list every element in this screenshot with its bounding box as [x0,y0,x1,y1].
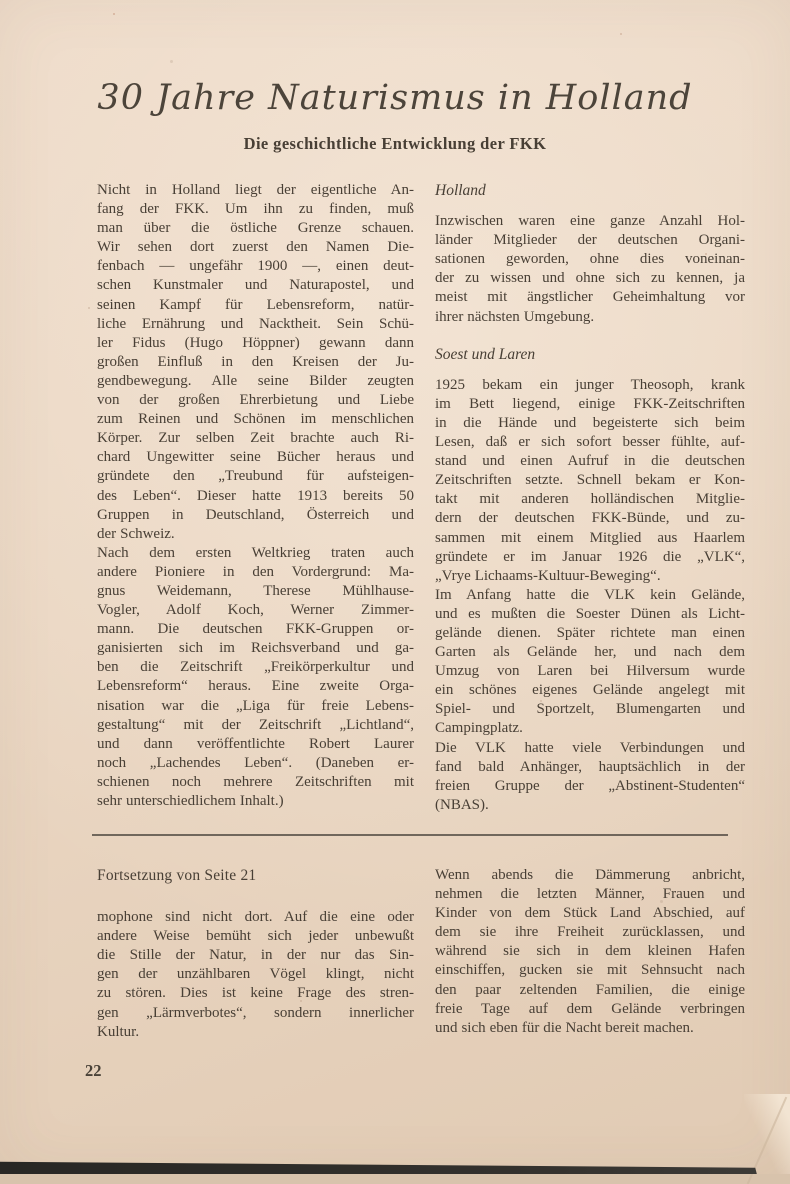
text-line: im Bett liegend, einige FKK-Zeitschriften [435,395,745,412]
text-line: 1925 bekam ein junger Theosoph, krank [435,376,745,393]
text-line: Nicht in Holland liegt der eigentliche An- [97,182,414,198]
text-line: Kultur. [97,1023,140,1040]
paper-speck [620,33,622,35]
paper-speck [170,60,173,63]
text-line: von der großen Ehrerbietung und Liebe [97,392,414,409]
text-line: zu stören. Dies ist keine Frage des stren- [97,985,414,1002]
text-line: Die VLK hatte viele Verbindungen und [435,739,745,756]
text-line: ben die Zeitschrift „Freikörperkultur und [97,659,414,676]
text-line: noch „Lachendes Leben“. (Daneben er- [97,754,414,771]
text-line: Im Anfang hatte die VLK kein Gelände, [435,586,745,603]
text-line: freie Tage auf dem Gelände verbringen [435,1000,745,1017]
text-line: gelände dienen. Später richtete man einen [435,624,745,641]
text-line: ganisierten sich im Reichsverband und ga- [97,640,414,657]
continuation-left-text [97,908,414,1042]
text-line: ihrer nächsten Umgebung. [435,308,595,325]
text-line: andere Pioniere in den Vordergrund: Ma- [97,563,414,580]
text-line: mann. Die deutschen FKK-Gruppen or- [97,621,414,638]
article-subtitle: Die geschichtliche Entwicklung der FKK [243,134,547,153]
text-line: zum Reinen und Schönen im menschlichen [97,411,414,428]
text-line: die Stille der Natur, in der nur das Sin- [97,947,414,964]
text-line: der zu wissen und ohne sich zu kennen, ja [435,270,745,287]
page-number: 22 [85,1061,102,1080]
text-line: ein schönes eigenes Gelände angelegt mit [435,682,745,699]
text-line: in die Hände und begeisterte sich beim [435,414,745,431]
text-line: gendbewegung. Alle seine Bilder zeugten [97,372,414,389]
text-line: Körper. Zur selben Zeit brachte auch Ri- [97,430,414,447]
paper-speck [113,13,115,15]
text-line: des Leben“. Dieser hatte 1913 bereits 50 [97,487,414,504]
text-line: meist mit ängstlicher Geheimhaltung vor [435,289,745,306]
text-line: gnus Weidemann, Therese Mühlhause- [97,582,414,599]
text-line: Zeitschriften setzte. Schnell bekam er Kon- [435,472,745,489]
text-line: Lesen, daß er sich sofort besser fühlte, auf- [435,434,745,451]
text-line: einschiffen, gucken sie mit Sehnsucht nach [435,962,745,979]
text-line: und es mußten die Soester Dünen als Licht- [435,605,745,622]
text-line: länder Mitglieder der deutschen Organi- [435,232,745,249]
continuation-section [97,866,745,1042]
text-line: der Schweiz. [97,525,175,542]
continuation-left-column [97,866,414,1042]
text-line: Spiel- und Sportzelt, Blumengarten und [435,701,745,718]
text-line: liche Ernährung und Nacktheit. Sein Schü- [97,315,414,332]
text-line: gen der unzählbaren Vögel klingt, nicht [97,966,414,983]
text-line: Umzug von Laren bei Hilversum wurde [435,663,745,680]
text-line: Garten als Gelände her, und nach dem [435,644,745,661]
text-line: gründete er im Januar 1926 die „VLK“, [435,548,745,565]
text-line: schienen noch mehrere Zeitschriften mit [97,773,414,790]
text-line: ler Fidus (Hugo Höppner) gewann dann [97,334,414,351]
text-line: fand bald Anhänger, hauptsächlich in der [435,758,745,775]
continuation-label: Fortsetzung von Seite 21 [97,867,257,884]
text-line: andere Weise bemüht sich jeder unbewußt [97,928,414,945]
text-line: sehr unterschiedlichem Inhalt.) [97,793,284,809]
scan-background-bar [0,1159,790,1174]
text-line: schen Kunstmaler und Naturapostel, und [97,277,414,294]
article-right-column [435,181,745,815]
text-line: und sich eben für die Nacht bereit machen. [435,1019,694,1036]
text-line: Lebensreform“ heraus. Eine zweite Orga- [97,678,414,695]
text-line: großen Einfluß in den Kreisen der Ju- [97,353,414,370]
text-line: takt mit anderen holländischen Mitglie- [435,491,745,508]
text-line: fang der FKK. Um ihn zu finden, muß [97,201,414,218]
text-line: seinen Kampf für Lebensreform, natür- [97,296,414,313]
text-line: gründete den „Treubund für aufsteigen- [97,468,414,485]
text-line: „Vrye Lichaams-Kultuur-Beweging“. [435,567,661,584]
section-divider-rule [92,834,728,836]
text-line: Wir sehen dort zuerst den Namen Die- [97,239,414,256]
text-line: (NBAS). [435,796,489,813]
text-line: dem sie ihre Freiheit zurücklassen, und [435,924,745,941]
text-line: chard Ungewitter seine Bücher heraus und [97,449,414,466]
article-left-column [97,181,414,815]
text-line: während sie sich in dem kleinen Hafen [435,943,745,960]
article-body [97,181,745,815]
continuation-right-column [435,866,745,1042]
text-line: gen „Lärmverbotes“, sondern innerlicher [97,1004,414,1021]
text-line: Wenn abends die Dämmerung anbricht, [435,867,745,883]
text-line: nehmen die letzten Männer, Frauen und [435,886,745,903]
text-line: den paar zeltenden Familien, die einige [435,981,745,998]
text-line: stand und einen Aufruf in die deutschen [435,453,745,470]
text-line: und dann veröffentlichte Robert Laurer [97,735,414,752]
text-line: Kinder von dem Stück Land Abschied, auf [435,905,745,922]
text-line: Campingplatz. [435,720,523,737]
paper-speck [88,307,90,309]
text-line: Nach dem ersten Weltkrieg traten auch [97,544,414,561]
text-line: nisation war die „Liga für freie Lebens- [97,697,414,714]
text-line: Gruppen in Deutschland, Österreich und [97,506,414,523]
text-line: gestaltung“ mit der Zeitschrift „Lichtland“, [97,716,414,733]
text-line: man über die östliche Grenze schauen. [97,220,414,237]
section-heading: Holland [435,182,486,199]
text-line: mophone sind nicht dort. Auf die eine oder [97,909,414,926]
text-line: Inzwischen waren eine ganze Anzahl Hol- [435,213,745,230]
text-line: sationen geworden, ohne dies voneinan- [435,251,745,268]
text-line: sammen mit einem Mitglied aus Haarlem [435,529,745,546]
text-line: fenbach — ungefähr 1900 —, einen deut- [97,258,414,275]
text-line: freien Gruppe der „Abstinent-Studenten“ [435,777,745,794]
section-heading: Soest und Laren [435,345,536,363]
text-line: Vogler, Adolf Koch, Werner Zimmer- [97,602,414,619]
text-line: dern der deutschen FKK-Bünde, und zu- [435,510,745,527]
article-title: 30 Jahre Naturismus in Holland [97,78,693,118]
